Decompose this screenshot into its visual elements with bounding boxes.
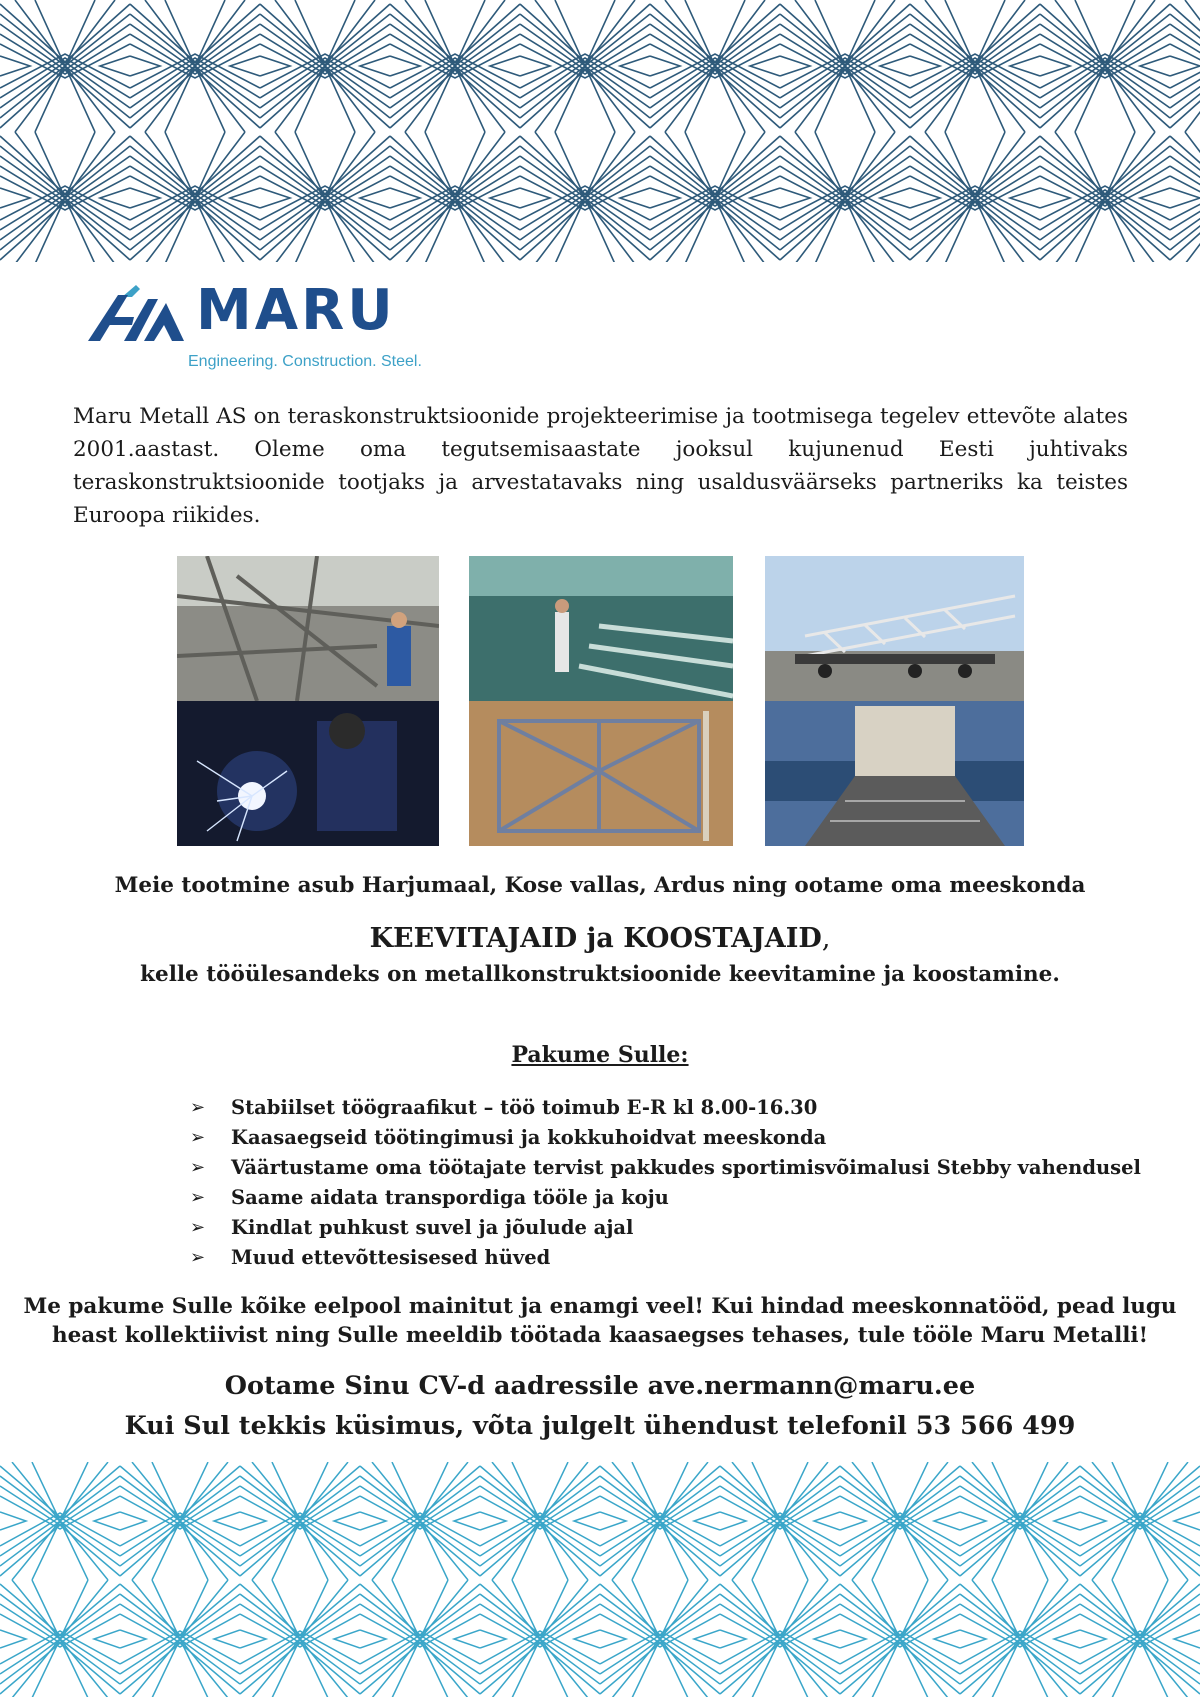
job-description-line: kelle tööülesandeks on metallkonstruktsioonide keevitamine ja koostamine.: [140, 962, 1060, 987]
photo-welding: [177, 701, 439, 846]
offer-item: [190, 1183, 1141, 1213]
maru-emblem-icon: [88, 275, 188, 345]
offer-item: [190, 1213, 1141, 1243]
arrow-bullet-icon: ➢: [190, 1127, 206, 1148]
phone-contact-line: Kui Sul tekkis küsimus, võta julgelt ühendust telefonil 53 566 499: [124, 1411, 1076, 1441]
offer-title: Pakume Sulle:: [511, 1042, 689, 1068]
job-headline-comma: ,: [821, 923, 831, 954]
offer-item-text: Muud ettevõttesisesed hüved: [231, 1246, 551, 1269]
offer-item: [190, 1243, 1141, 1273]
bottom-pattern-graphic: [0, 1462, 1200, 1697]
photo-cargo-ship: [765, 701, 1024, 846]
arrow-bullet-icon: ➢: [190, 1247, 206, 1268]
offer-item-text: Saame aidata transpordiga tööle ja koju: [231, 1186, 669, 1209]
job-headline-text: KEEVITAJAID ja KOOSTAJAID: [369, 923, 822, 954]
closing-line: Me pakume Sulle kõike eelpool mainitut ja enamgi veel! Kui hindad meeskonnatööd, pead lugu: [23, 1294, 1177, 1319]
closing-line: heast kollektiivist ning Sulle meeldib töötada kaasaegses tehases, tule tööle Maru Metalli!: [51, 1323, 1149, 1348]
photo-truck-transport: [765, 556, 1024, 701]
arrow-bullet-icon: ➢: [190, 1157, 206, 1178]
maru-logo: [88, 275, 433, 375]
top-pattern-graphic: [0, 0, 1200, 262]
offer-item: [190, 1093, 1141, 1123]
photo-steel-hall: [469, 556, 733, 701]
cv-contact-line: Ootame Sinu CV-d aadressile ave.nermann@maru.ee: [224, 1371, 976, 1401]
job-headline: [0, 923, 1200, 954]
closing-paragraph: [0, 1292, 1200, 1350]
arrow-bullet-icon: ➢: [190, 1187, 206, 1208]
logo-tagline: Engineering. Construction. Steel.: [188, 353, 422, 370]
bottom-pattern-band: [0, 1462, 1200, 1697]
photo-frame-assembly: [469, 701, 733, 846]
offer-item-text: Kindlat puhkust suvel ja jõulude ajal: [231, 1216, 634, 1239]
offer-item-text: Väärtustame oma töötajate tervist pakkudes sportimisvõimalusi Stebby vahendusel: [231, 1156, 1141, 1179]
arrow-bullet-icon: ➢: [190, 1097, 206, 1118]
offer-item-text: Stabiilset töögraafikut – töö toimub E-R kl 8.00-16.30: [231, 1096, 818, 1119]
offer-item: [190, 1123, 1141, 1153]
offer-item: [190, 1153, 1141, 1183]
photo-workshop: [177, 556, 439, 701]
offer-list: [190, 1093, 1141, 1273]
arrow-bullet-icon: ➢: [190, 1217, 206, 1238]
top-pattern-band: [0, 0, 1200, 262]
location-line: Meie tootmine asub Harjumaal, Kose vallas, Ardus ning ootame oma meeskonda: [114, 873, 1086, 898]
logo-wordmark: MARU: [196, 278, 396, 343]
offer-item-text: Kaasaegseid töötingimusi ja kokkuhoidvat meeskonda: [231, 1126, 827, 1149]
intro-paragraph: Maru Metall AS on teraskonstruktsioonide projekteerimise ja tootmisega tegelev ettevõte alates 2001.aastast. Oleme oma tegutsemisaastate jooksul kujunenud Eesti juhtivaks teraskonstruktsioonide tootjaks ja arvestatavaks ning usaldusväärseks partneriks ka teistes Euroopa riikides.: [73, 404, 1128, 528]
